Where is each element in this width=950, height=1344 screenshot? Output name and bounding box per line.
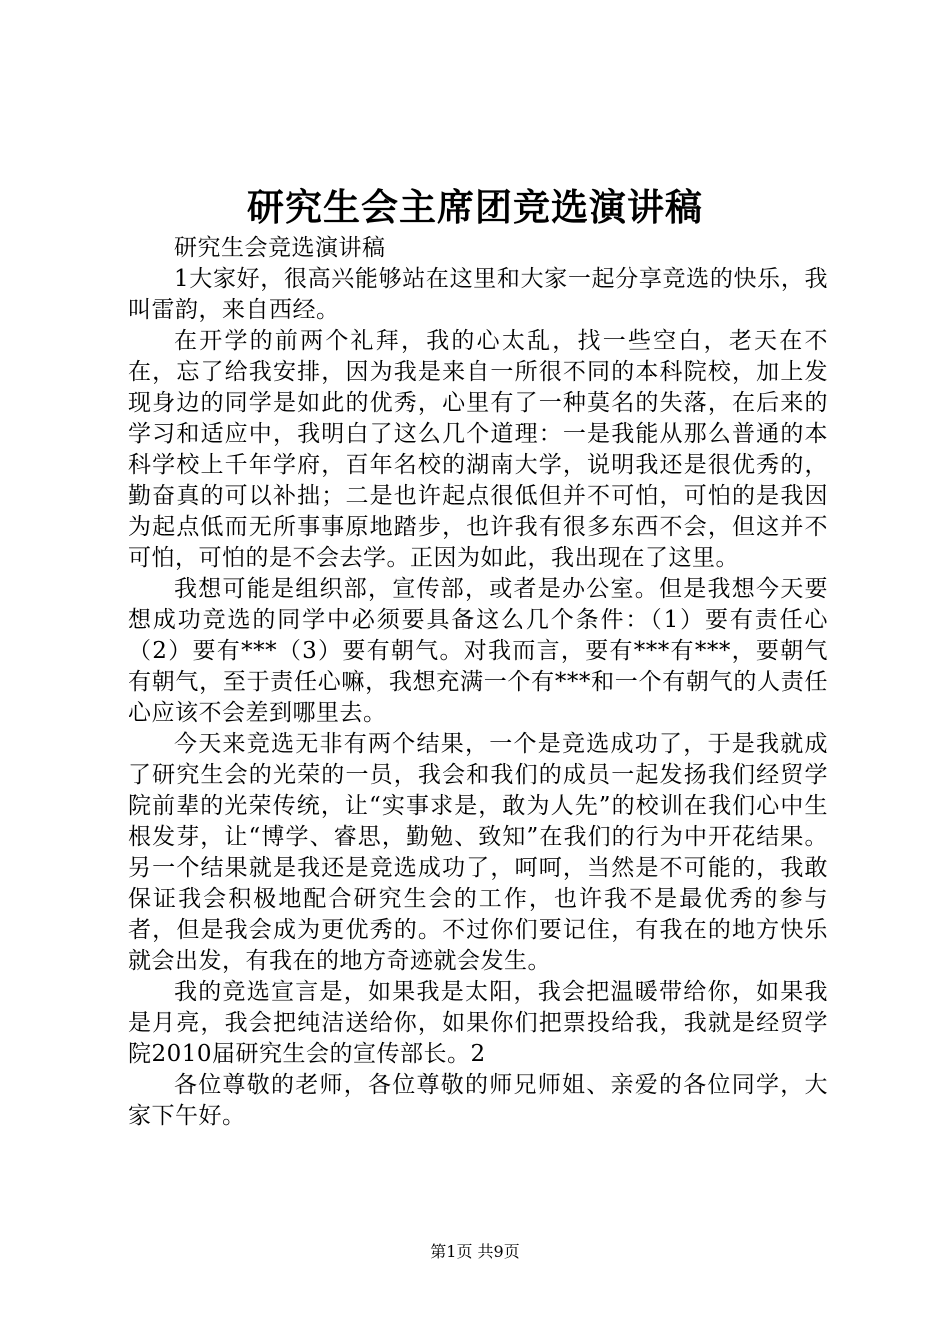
paragraph-background: 在开学的前两个礼拜，我的心太乱，找一些空白，老天在不在，忘了给我安排，因为我是来自一所很不同的本科院校，加上发现身边的同学是如此的优秀，心里有了一种莫名的失落，在后来的学习和适应中，我明白了这么几个道理：一是我能从那么普通的本科学校上千年学府，百年名校的湖南大学，说明我还是很优秀的，勤奋真的可以补拙；二是也许起点很低但并不可怕，可怕的是我因为起点低而无所事事原地踏步，也许我有很多东西不会，但这并不可怕，可怕的是不会去学。正因为如此，我出现在了这里。 xyxy=(128,328,828,571)
paragraph-outcomes: 今天来竞选无非有两个结果，一个是竞选成功了，于是我就成了研究生会的光荣的一员，我会和我们的成员一起发扬我们经贸学院前辈的光荣传统，让“实事求是，敢为人先”的校训在我们心中生根发芽，让“博学、睿思，勤勉、致知”在我们的行为中开花结果。另一个结果就是我还是竞选成功了，呵呵，当然是不可能的，我敢保证我会积极地配合研究生会的工作，也许我不是最优秀的参与者，但是我会成为更优秀的。不过你们要记住，有我在的地方快乐就会出发，有我在的地方奇迹就会发生。 xyxy=(128,731,828,974)
document-title: 研究生会主席团竞选演讲稿 xyxy=(247,185,703,229)
document-body xyxy=(128,233,828,1132)
paragraph-subtitle: 研究生会竞选演讲稿 xyxy=(174,235,386,261)
paragraph-greeting: 1大家好，很高兴能够站在这里和大家一起分享竞选的快乐，我叫雷韵，来自西经。 xyxy=(128,266,828,323)
page-footer: 第1页 共9页 xyxy=(430,1242,520,1261)
paragraph-salutation: 各位尊敬的老师，各位尊敬的师兄师姐、亲爱的各位同学，大家下午好。 xyxy=(128,1072,828,1129)
paragraph-declaration: 我的竞选宣言是，如果我是太阳，我会把温暖带给你，如果我是月亮，我会把纯洁送给你，如果你们把票投给我，我就是经贸学院2010届研究生会的宣传部长。2 xyxy=(128,979,828,1067)
paragraph-conditions: 我想可能是组织部，宣传部，或者是办公室。但是我想今天要想成功竞选的同学中必须要具备这么几个条件：（1）要有责任心（2）要有***（3）要有朝气。对我而言，要有***有***，要朝气有朝气，至于责任心嘛，我想充满一个有***和一个有朝气的人责任心应该不会差到哪里去。 xyxy=(128,576,828,726)
